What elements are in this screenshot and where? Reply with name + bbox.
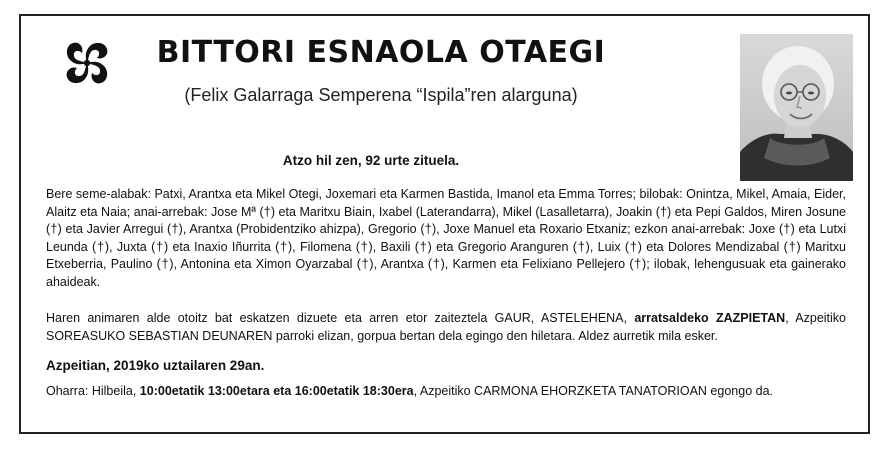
funeral-invitation [46,310,846,345]
portrait-photo [740,34,853,181]
invitation-text-start: Haren animaren alde otoitz bat eskatzen dizuete eta arren etor zaiteztela GAUR, ASTELEHENA, [46,311,635,325]
deceased-name: BITTORI ESNAOLA OTAEGI [156,35,606,70]
obituary-card [19,14,870,434]
wake-note [46,383,856,400]
lauburu-icon [56,32,118,94]
family-paragraph: Bere seme-alabak: Patxi, Arantxa eta Mikel Otegi, Joxemari eta Karmen Bastida, Imanol eta Emma Torres; bilobak: Onintza, Mikel, Amaia, Eider, Alaitz eta Naia; anai-arrebak: Jose Mª (†) eta Maritxu Biain, Ixabel (Laterandarra), Mikel (Lasalletarra), Joakin (†) eta Pepi Galdos, Miren Josune (†) eta Javier Arregui (†), Arantxa (Probidentziko ahizpa), Gregorio (†), Joxe Manuel eta Roxario Etxaniz; ezkon anai-arrebak: Joxe (†) eta Lutxi Leunda (†), Juxta (†) eta Inaxio Iñurrita (†), Filomena (†), Baxili (†) eta Gregorio Aranguren (†), Luix (†) eta Dolores Mendizabal (†) Maritxu Etxeberria, Paulino (†), Antonina eta Ximon Oyarzabal (†), Arantxa (†), Karmen eta Felixiano Pellejero (†); ilobak, lehengusuak eta gainerako ahaideak. [46,187,846,289]
place-and-date: Azpeitian, 2019ko uztailaren 29an. [46,358,265,373]
invitation-time: arratsaldeko ZAZPIETAN [634,311,786,325]
note-suffix: , Azpeitiko CARMONA EHORZKETA TANATORIOAN egongo da. [413,384,773,398]
note-hours: 10:00etatik 13:00etara eta 16:00etatik 18:30era [139,384,414,398]
note-prefix: Oharra: Hilbeila, [46,384,140,398]
invitation-text-end: , Azpeitiko SOREASUKO SEBASTIAN DEUNAREN parroki elizan, gorpua bertan dela egingo den hiletara. Aldez aurretik mila esker. [46,311,846,343]
death-announcement: Atzo hil zen, 92 urte zituela. [282,153,460,168]
widow-of-subtitle: (Felix Galarraga Semperena “Ispila”ren alarguna) [184,85,578,105]
